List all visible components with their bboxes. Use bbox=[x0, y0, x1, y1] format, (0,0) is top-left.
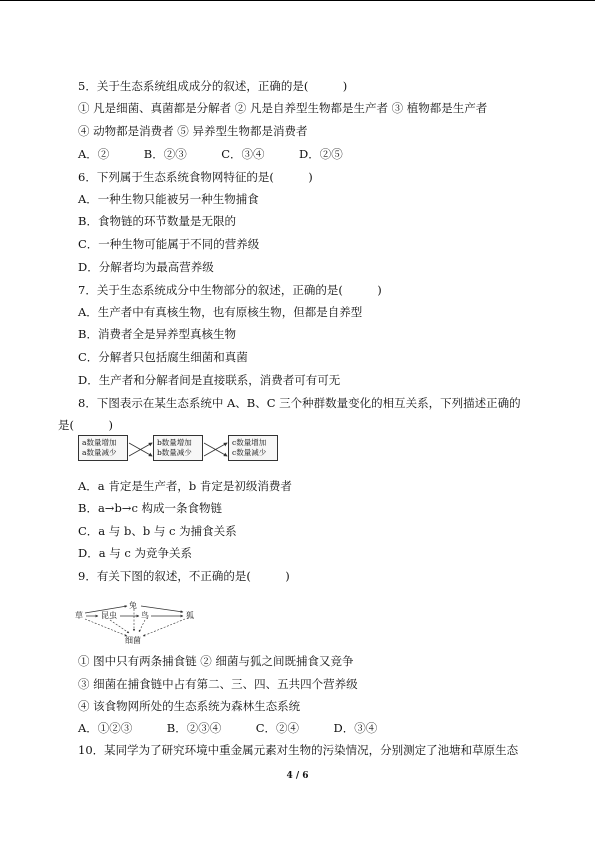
q6-option-c: C．一种生物可能属于不同的营养级 bbox=[78, 237, 260, 251]
q6-option-b: B．食物链的环节数量是无限的 bbox=[78, 214, 236, 228]
q7-option-c: C．分解者只包括腐生细菌和真菌 bbox=[78, 350, 248, 364]
q9-stem: 9．有关下图的叙述，不正确的是( ) bbox=[78, 569, 290, 583]
q9-food-web-diagram bbox=[75, 603, 205, 647]
q6-stem: 6．下列属于生态系统食物网特征的是( ) bbox=[78, 170, 313, 184]
node-rabbit: 兔 bbox=[129, 601, 137, 610]
box-c-increase: c数量增加 bbox=[232, 438, 267, 447]
q8-option-b: B．a→b→c 构成一条食物链 bbox=[78, 501, 223, 515]
q8-option-d: D．a 与 c 为竞争关系 bbox=[78, 546, 192, 560]
q8-population-diagram bbox=[78, 435, 278, 465]
node-insect: 昆虫 bbox=[101, 611, 117, 620]
node-bird: 鸟 bbox=[141, 611, 149, 620]
box-b-increase: b数量增加 bbox=[157, 438, 192, 447]
q9-options: A．①②③ B．②③④ C．②④ D．③④ bbox=[78, 721, 378, 735]
q9-statements-2: ③ 细菌在捕食链中占有第二、三、四、五共四个营养级 bbox=[78, 677, 358, 691]
q9-statements-3: ④ 该食物网所处的生态系统为森林生态系统 bbox=[78, 699, 301, 713]
node-grass: 草 bbox=[75, 611, 83, 620]
cross-arrows bbox=[78, 435, 278, 465]
q7-stem: 7．关于生态系统成分中生物部分的叙述，正确的是( ) bbox=[78, 283, 382, 297]
page-number: 4 / 6 bbox=[286, 771, 309, 781]
box-c-decrease: c数量减少 bbox=[232, 448, 267, 457]
q7-option-d: D．生产者和分解者间是直接联系，消费者可有可无 bbox=[78, 373, 341, 387]
box-a-decrease: a数量减少 bbox=[82, 448, 117, 457]
q5-statements-1: ① 凡是细菌、真菌都是分解者 ② 凡是自养型生物都是生产者 ③ 植物都是生产者 bbox=[78, 101, 488, 115]
q5-statements-2: ④ 动物都是消费者 ⑤ 异养型生物都是消费者 bbox=[78, 124, 308, 138]
q8-option-a: A．a 肯定是生产者，b 肯定是初级消费者 bbox=[78, 479, 292, 493]
box-a-increase: a数量增加 bbox=[82, 438, 117, 447]
q5-options: A．② B．②③ C．③④ D．②⑤ bbox=[78, 147, 343, 161]
q5-stem: 5．关于生态系统组成成分的叙述，正确的是( ) bbox=[78, 79, 348, 93]
q8-stem-line1: 8．下图表示在某生态系统中 A、B、C 三个种群数量变化的相互关系，下列描述正确的 bbox=[78, 396, 521, 410]
q9-statements-1: ① 图中只有两条捕食链 ② 细菌与狐之间既捕食又竞争 bbox=[78, 654, 354, 668]
q8-stem-line2: 是( ) bbox=[58, 418, 113, 432]
q8-option-c: C．a 与 b、b 与 c 为捕食关系 bbox=[78, 524, 237, 538]
q7-option-b: B．消费者全是异养型真核生物 bbox=[78, 327, 236, 341]
node-bacteria: 细菌 bbox=[125, 636, 141, 645]
q7-option-a: A．生产者中有真核生物，也有原核生物，但都是自养型 bbox=[78, 305, 363, 319]
q10-stem: 10．某同学为了研究环境中重金属元素对生物的污染情况，分别测定了池塘和草原生态 bbox=[78, 743, 519, 757]
q6-option-a: A．一种生物只能被另一种生物捕食 bbox=[78, 192, 259, 206]
node-fox: 狐 bbox=[186, 611, 194, 620]
q6-option-d: D．分解者均为最高营养级 bbox=[78, 260, 214, 274]
box-b-decrease: b数量减少 bbox=[157, 448, 192, 457]
